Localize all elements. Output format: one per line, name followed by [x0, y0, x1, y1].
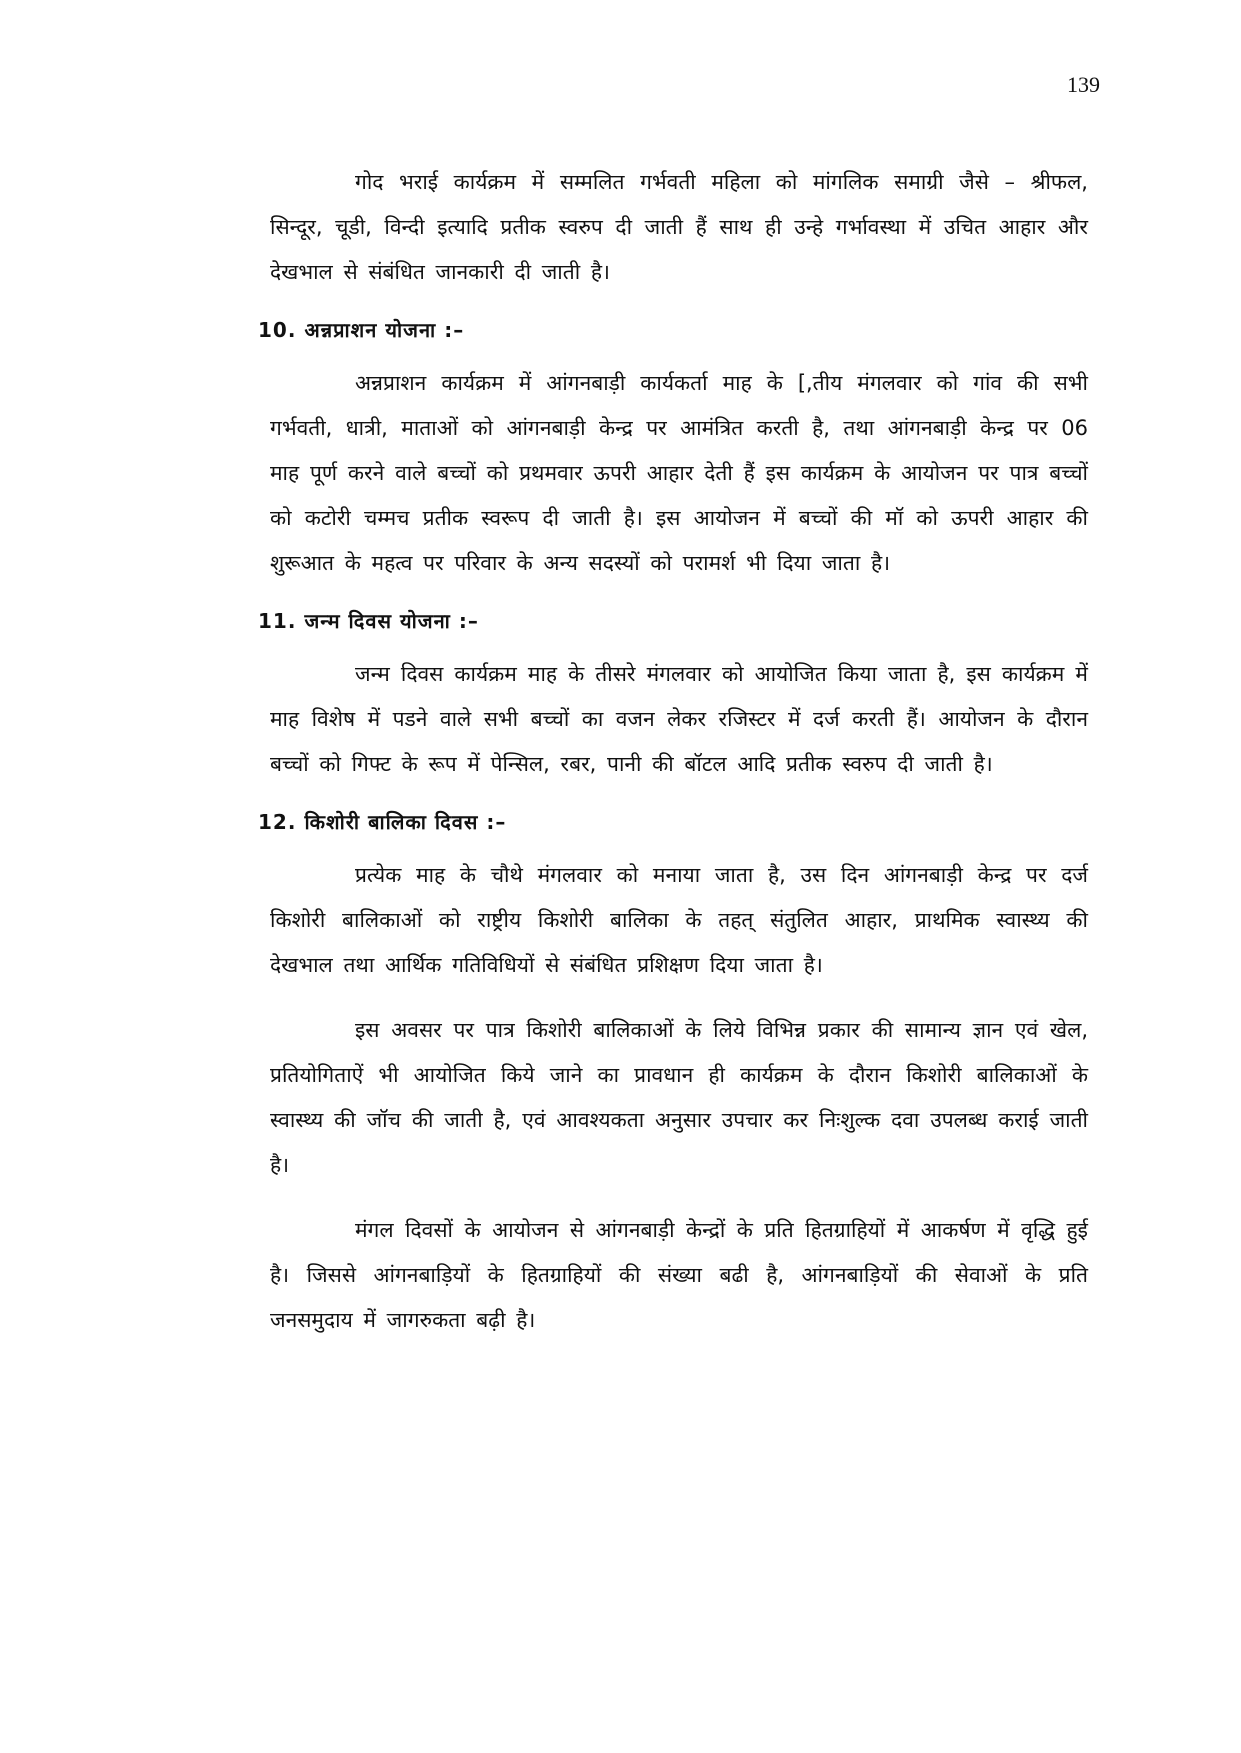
section-11-heading	[258, 606, 1076, 636]
section-12-heading	[258, 807, 1076, 837]
section-10-paragraph: अन्नप्राशन कार्यक्रम में आंगनबाड़ी कार्यकर्ता माह के [,तीय मंगलवार को गांव की सभी गर्भवती, धात्री, माताओं को आंगनबाड़ी केन्द्र पर आमंत्रित करती है, तथा आंगनबाड़ी केन्द्र पर 06 माह पूर्ण करने वाले बच्चों को प्रथमवार ऊपरी आहार देती हैं इस कार्यक्रम के आयोजन पर पात्र बच्चों को कटोरी चम्मच प्रतीक स्वरूप दी जाती है। इस आयोजन में बच्चों की मॉ को ऊपरी आहार की शुरूआत के महत्व पर परिवार के अन्य सदस्यों को परामर्श भी दिया जाता है।	[270, 371, 1088, 575]
document-body	[258, 160, 1088, 1363]
section-11-paragraph: जन्म दिवस कार्यक्रम माह के तीसरे मंगलवार को आयोजित किया जाता है, इस कार्यक्रम में माह विशेष में पडने वाले सभी बच्चों का वजन लेकर रजिस्टर में दर्ज करती हैं। आयोजन के दौरान बच्चों को गिफ्ट के रूप में पेन्सिल, रबर, पानी की बॉटल आदि प्रतीक स्वरुप दी जाती है।	[270, 662, 1088, 776]
section-12-title: किशोरी बालिका दिवस :–	[304, 810, 507, 834]
section-10-heading	[258, 315, 1076, 345]
section-12-paragraph-3: मंगल दिवसों के आयोजन से आंगनबाड़ी केन्द्रों के प्रति हितग्राहियों में आकर्षण में वृद्धि हुई है। जिससे आंगनबाड़ियों के हितग्राहियों की संख्या बढी है, आंगनबाड़ियों की सेवाओं के प्रति जनसमुदाय में जागरुकता बढ़ी है।	[270, 1218, 1088, 1332]
section-12-number: 12.	[258, 810, 297, 834]
section-11-title: जन्म दिवस योजना :–	[304, 609, 479, 633]
intro-paragraph: गोद भराई कार्यक्रम में सम्मलित गर्भवती महिला को मांगलिक समाग्री जैसे – श्रीफल, सिन्दूर, चूडी, विन्दी इत्यादि प्रतीक स्वरुप दी जाती हैं साथ ही उन्हे गर्भावस्था में उचित आहार और देखभाल से संबंधित जानकारी दी जाती है।	[270, 170, 1088, 284]
section-11-number: 11.	[258, 609, 297, 633]
page-number: 139	[1067, 72, 1100, 97]
section-12-paragraph-2: इस अवसर पर पात्र किशोरी बालिकाओं के लिये विभिन्न प्रकार की सामान्य ज्ञान एवं खेल, प्रतियोगिताऐं भी आयोजित किये जाने का प्रावधान ही कार्यक्रम के दौरान किशोरी बालिकाओं के स्वास्थ्य की जॉच की जाती है, एवं आवश्यकता अनुसार उपचार कर निःशुल्क दवा उपलब्ध कराई जाती है।	[270, 1018, 1088, 1177]
section-10-title: अन्नप्राशन योजना :–	[304, 318, 465, 342]
section-12-paragraph-1: प्रत्येक माह के चौथे मंगलवार को मनाया जाता है, उस दिन आंगनबाड़ी केन्द्र पर दर्ज किशोरी बालिकाओं को राष्ट्रीय किशोरी बालिका के तहत् संतुलित आहार, प्राथमिक स्वास्थ्य की देखभाल तथा आर्थिक गतिविधियों से संबंधित प्रशिक्षण दिया जाता है।	[270, 863, 1088, 977]
section-10-number: 10.	[258, 318, 297, 342]
